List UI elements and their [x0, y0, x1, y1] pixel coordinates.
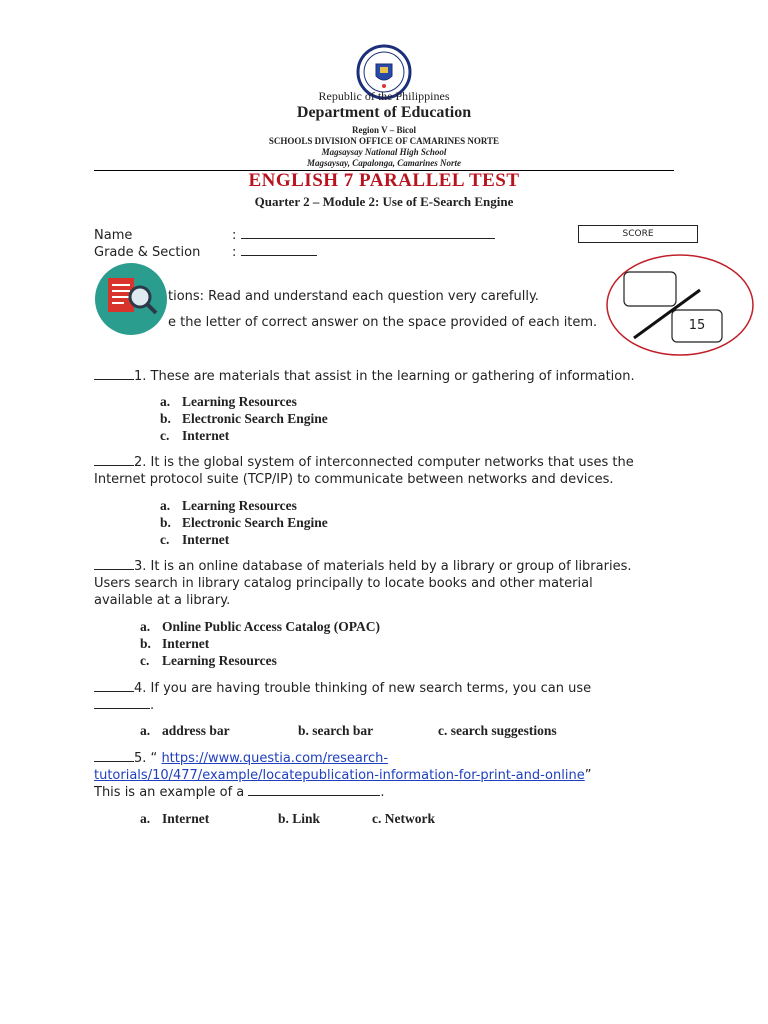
question-5: 5. “ https://www.questia.com/research- — [94, 750, 388, 767]
choice-1c: c. Internet — [160, 428, 230, 443]
score-circle — [604, 252, 756, 358]
question-5-line2: tutorials/10/477/example/locatepublication-information-for-print-and-online” — [94, 768, 592, 783]
department-title: Department of Education — [296, 104, 472, 121]
question-5-fill-blank[interactable] — [248, 785, 380, 796]
choice-5c: c. Network — [372, 811, 435, 826]
question-4-fill-blank[interactable] — [94, 698, 150, 709]
choice-4c: c. search suggestions — [438, 723, 557, 738]
choice-3c: c. Learning Resources — [140, 653, 277, 668]
question-3-line2: Users search in library catalog principally to locate books and other material — [94, 576, 593, 591]
directions-line1: tions: Read and understand each question very carefully. — [168, 289, 539, 304]
school-text: Magsaysay National High School — [321, 147, 447, 157]
answer-blank-3[interactable] — [94, 559, 134, 570]
choice-4b: b. search bar — [298, 723, 374, 738]
directions-icon — [94, 262, 168, 336]
score-total: 15 — [688, 318, 706, 333]
choice-5a: a. Internet — [140, 811, 210, 826]
question-3: 3. It is an online database of materials held by a library or group of libraries. — [94, 558, 631, 575]
example-link-cont[interactable]: tutorials/10/477/example/locatepublication-information-for-print-and-online — [94, 768, 585, 783]
answer-blank-5[interactable] — [94, 751, 134, 762]
grade-label: Grade & Section — [94, 245, 201, 260]
question-5-line3: This is an example of a . — [94, 785, 385, 800]
choice-1a: a. Learning Resources — [160, 394, 297, 409]
choice-2c: c. Internet — [160, 532, 230, 547]
choice-3b: b. Internet — [140, 636, 210, 651]
question-2: 2. It is the global system of interconnected computer networks that uses the — [94, 454, 634, 471]
grade-row — [94, 244, 317, 261]
answer-blank-2[interactable] — [94, 455, 134, 466]
name-colon: : — [232, 228, 237, 243]
choice-5b: b. Link — [278, 811, 321, 826]
test-subtitle: Quarter 2 – Module 2: Use of E-Search Engine — [254, 194, 514, 209]
choice-3a: a. Online Public Access Catalog (OPAC) — [140, 619, 380, 634]
republic-text: Republic of the Philippines — [318, 89, 450, 103]
question-2-line2: Internet protocol suite (TCP/IP) to communicate between networks and devices. — [94, 472, 614, 487]
question-1: 1. These are materials that assist in the learning or gathering of information. — [94, 368, 635, 385]
question-4-line2: . — [94, 697, 154, 714]
choice-2a: a. Learning Resources — [160, 498, 297, 513]
name-label: Name — [94, 228, 133, 243]
example-link[interactable]: https://www.questia.com/research- — [161, 751, 389, 766]
address-text: Magsaysay, Capalonga, Camarines Norte — [307, 158, 461, 168]
question-3-line3: available at a library. — [94, 593, 231, 608]
directions-line2: e the letter of correct answer on the space provided of each item. — [168, 315, 598, 330]
name-blank[interactable] — [241, 228, 495, 239]
division-text: SCHOOLS DIVISION OFFICE OF CAMARINES NORTE — [268, 136, 500, 146]
test-title: ENGLISH 7 PARALLEL TEST — [248, 170, 520, 191]
answer-blank-4[interactable] — [94, 681, 134, 692]
choice-2b: b. Electronic Search Engine — [160, 515, 328, 530]
choice-1b: b. Electronic Search Engine — [160, 411, 328, 426]
question-4: 4. If you are having trouble thinking of new search terms, you can use — [94, 680, 591, 697]
name-row — [94, 227, 495, 244]
choice-4a: a. address bar — [140, 723, 230, 738]
score-box: SCORE — [578, 225, 698, 243]
region-text: Region V – Bicol — [352, 125, 416, 135]
answer-blank-1[interactable] — [94, 369, 134, 380]
grade-blank[interactable] — [241, 245, 317, 256]
grade-colon: : — [232, 245, 237, 260]
